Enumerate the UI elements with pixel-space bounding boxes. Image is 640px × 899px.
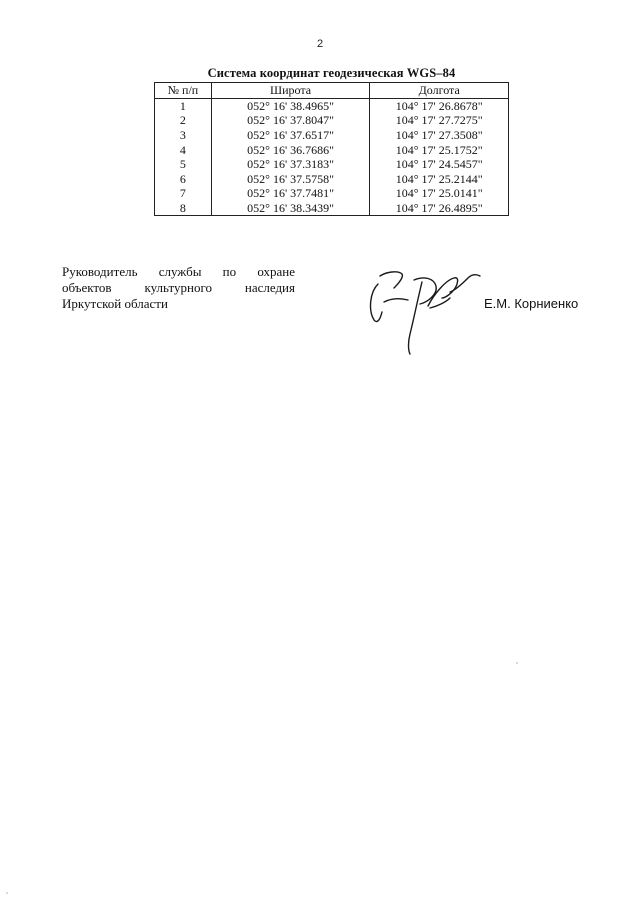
signer-position [62, 264, 295, 312]
latitude-cell: 052° 16' 38.4965" [211, 98, 370, 113]
column-header-latitude: Широта [211, 83, 370, 99]
signer-position-line: Иркутской области [62, 296, 168, 311]
table-row [155, 142, 509, 157]
latitude-cell: 052° 16' 37.8047" [211, 113, 370, 128]
longitude-cell: 104° 17' 26.8678" [370, 98, 509, 113]
table-row [155, 128, 509, 143]
longitude-cell: 104° 17' 25.1752" [370, 142, 509, 157]
table-header-row [155, 83, 509, 99]
page-number: 2 [316, 38, 324, 50]
column-header-longitude: Долгота [370, 83, 509, 99]
table-title: Система координат геодезическая WGS–84 [207, 66, 456, 80]
scan-speck [516, 662, 518, 664]
row-number: 7 [155, 186, 212, 201]
handwritten-signature-icon [364, 262, 490, 360]
row-number: 4 [155, 142, 212, 157]
row-number: 1 [155, 98, 212, 113]
longitude-cell: 104° 17' 27.7275" [370, 113, 509, 128]
signer-position-line: Руководитель службы по охране [62, 264, 295, 279]
longitude-cell: 104° 17' 25.0141" [370, 186, 509, 201]
table-row [155, 201, 509, 216]
signer-name: Е.М. Корниенко [484, 296, 579, 311]
signer-position-line: объектов культурного наследия [62, 280, 295, 295]
longitude-cell: 104° 17' 27.3508" [370, 128, 509, 143]
coordinates-table [154, 82, 509, 216]
row-number: 3 [155, 128, 212, 143]
latitude-cell: 052° 16' 36.7686" [211, 142, 370, 157]
latitude-cell: 052° 16' 37.7481" [211, 186, 370, 201]
row-number: 2 [155, 113, 212, 128]
table-row [155, 172, 509, 187]
column-header-number: № п/п [155, 83, 212, 99]
longitude-cell: 104° 17' 24.5457" [370, 157, 509, 172]
row-number: 5 [155, 157, 212, 172]
longitude-cell: 104° 17' 25.2144" [370, 172, 509, 187]
table-row [155, 113, 509, 128]
table-row [155, 98, 509, 113]
latitude-cell: 052° 16' 37.5758" [211, 172, 370, 187]
latitude-cell: 052° 16' 37.6517" [211, 128, 370, 143]
table-row [155, 186, 509, 201]
latitude-cell: 052° 16' 38.3439" [211, 201, 370, 216]
row-number: 6 [155, 172, 212, 187]
latitude-cell: 052° 16' 37.3183" [211, 157, 370, 172]
longitude-cell: 104° 17' 26.4895" [370, 201, 509, 216]
table-row [155, 157, 509, 172]
row-number: 8 [155, 201, 212, 216]
scan-speck [6, 892, 8, 894]
